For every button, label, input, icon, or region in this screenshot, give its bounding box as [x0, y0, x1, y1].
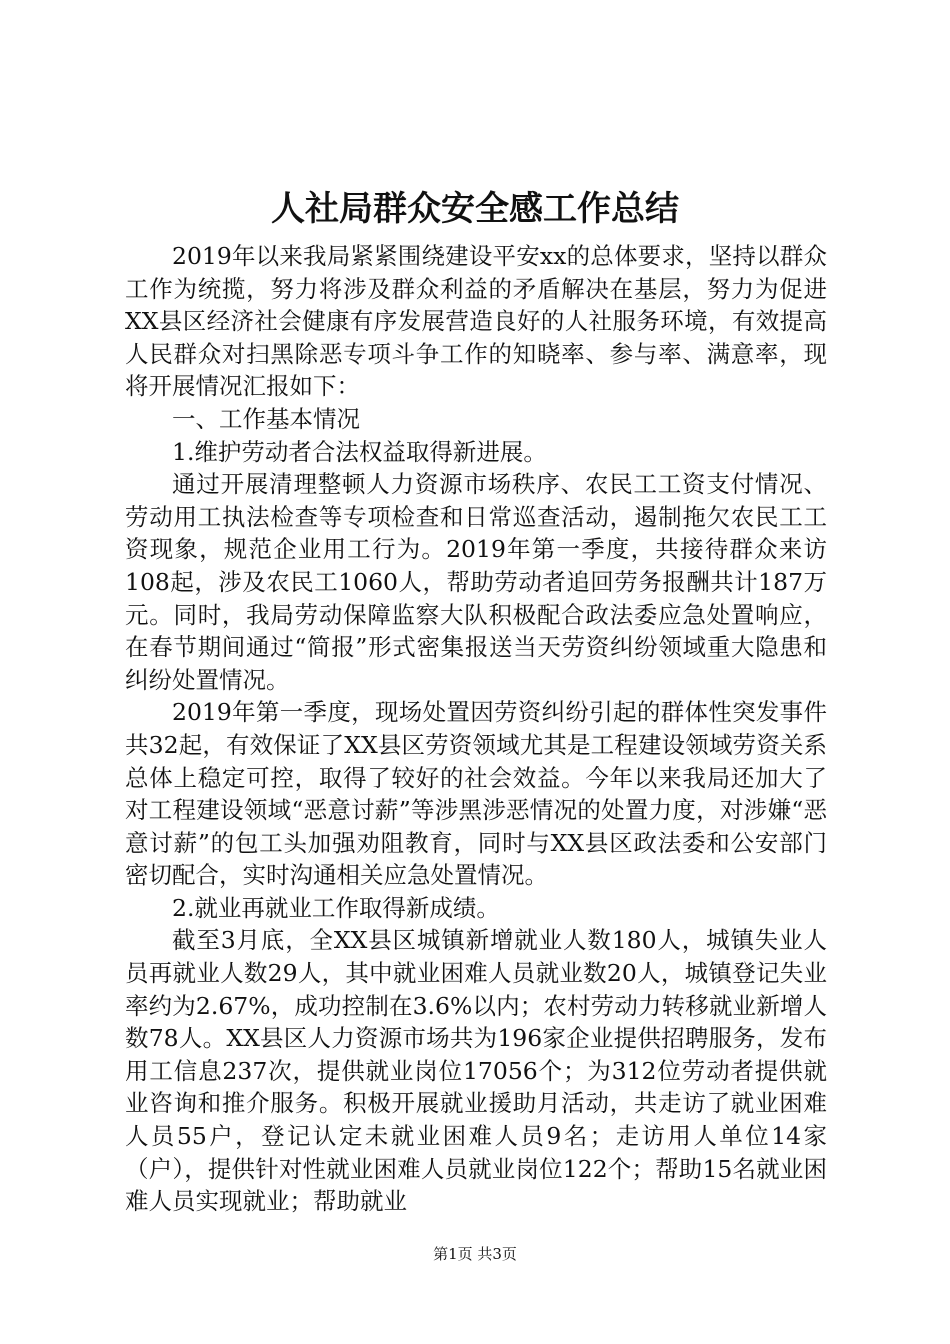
document-body [125, 240, 827, 1218]
document-title: 人社局群众安全感工作总结 [271, 189, 679, 229]
paragraph-labor-rights: 通过开展清理整顿人力资源市场秩序、农民工工资支付情况、劳动用工执法检查等专项检查和日常巡查活动，遏制拖欠农民工工资现象，规范企业用工行为。2019年第一季度，共接待群众来访108起，涉及农民工1060人，帮助劳动者追回劳务报酬共计187万元。同时，我局劳动保障监察大队积极配合政法委应急处置响应，在春节期间通过“简报”形式密集报送当天劳资纠纷领域重大隐患和纠纷处置情况。 [125, 470, 827, 694]
subheading-labor-rights: 1.维护劳动者合法权益取得新进展。 [172, 437, 547, 466]
page-number-footer: 第1页 共3页 [433, 1245, 517, 1263]
subheading-employment: 2.就业再就业工作取得新成绩。 [172, 893, 500, 922]
paragraph-intro: 2019年以来我局紧紧围绕建设平安xx的总体要求，坚持以群众工作为统揽，努力将涉及群众利益的矛盾解决在基层，努力为促进XX县区经济社会健康有序发展营造良好的人社服务环境，有效提高人民群众对扫黑除恶专项斗争工作的知晓率、参与率、满意率，现将开展情况汇报如下： [125, 242, 827, 401]
section-heading-basic-situation: 一、工作基本情况 [172, 404, 360, 433]
paragraph-q1-incidents: 2019年第一季度，现场处置因劳资纠纷引起的群体性突发事件共32起，有效保证了XX县区劳资领域尤其是工程建设领域劳资关系总体上稳定可控，取得了较好的社会效益。今年以来我局还加大了对工程建设领域“恶意讨薪”等涉黑涉恶情况的处置力度，对涉嫌“恶意讨薪”的包工头加强劝阻教育，同时与XX县区政法委和公安部门密切配合，实时沟通相关应急处置情况。 [125, 698, 827, 890]
paragraph-employment: 截至3月底，全XX县区城镇新增就业人数180人，城镇失业人员再就业人数29人，其中就业困难人员就业数20人，城镇登记失业率约为2.67%，成功控制在3.6%以内；农村劳动力转移就业新增人数78人。XX县区人力资源市场共为196家企业提供招聘服务，发布用工信息237次，提供就业岗位17056个；为312位劳动者提供就业咨询和推介服务。积极开展就业援助月活动，共走访了就业困难人员55户，登记认定未就业困难人员9名；走访用人单位14家（户），提供针对性就业困难人员就业岗位122个；帮助15名就业困难人员实现就业；帮助就业 [125, 926, 827, 1216]
